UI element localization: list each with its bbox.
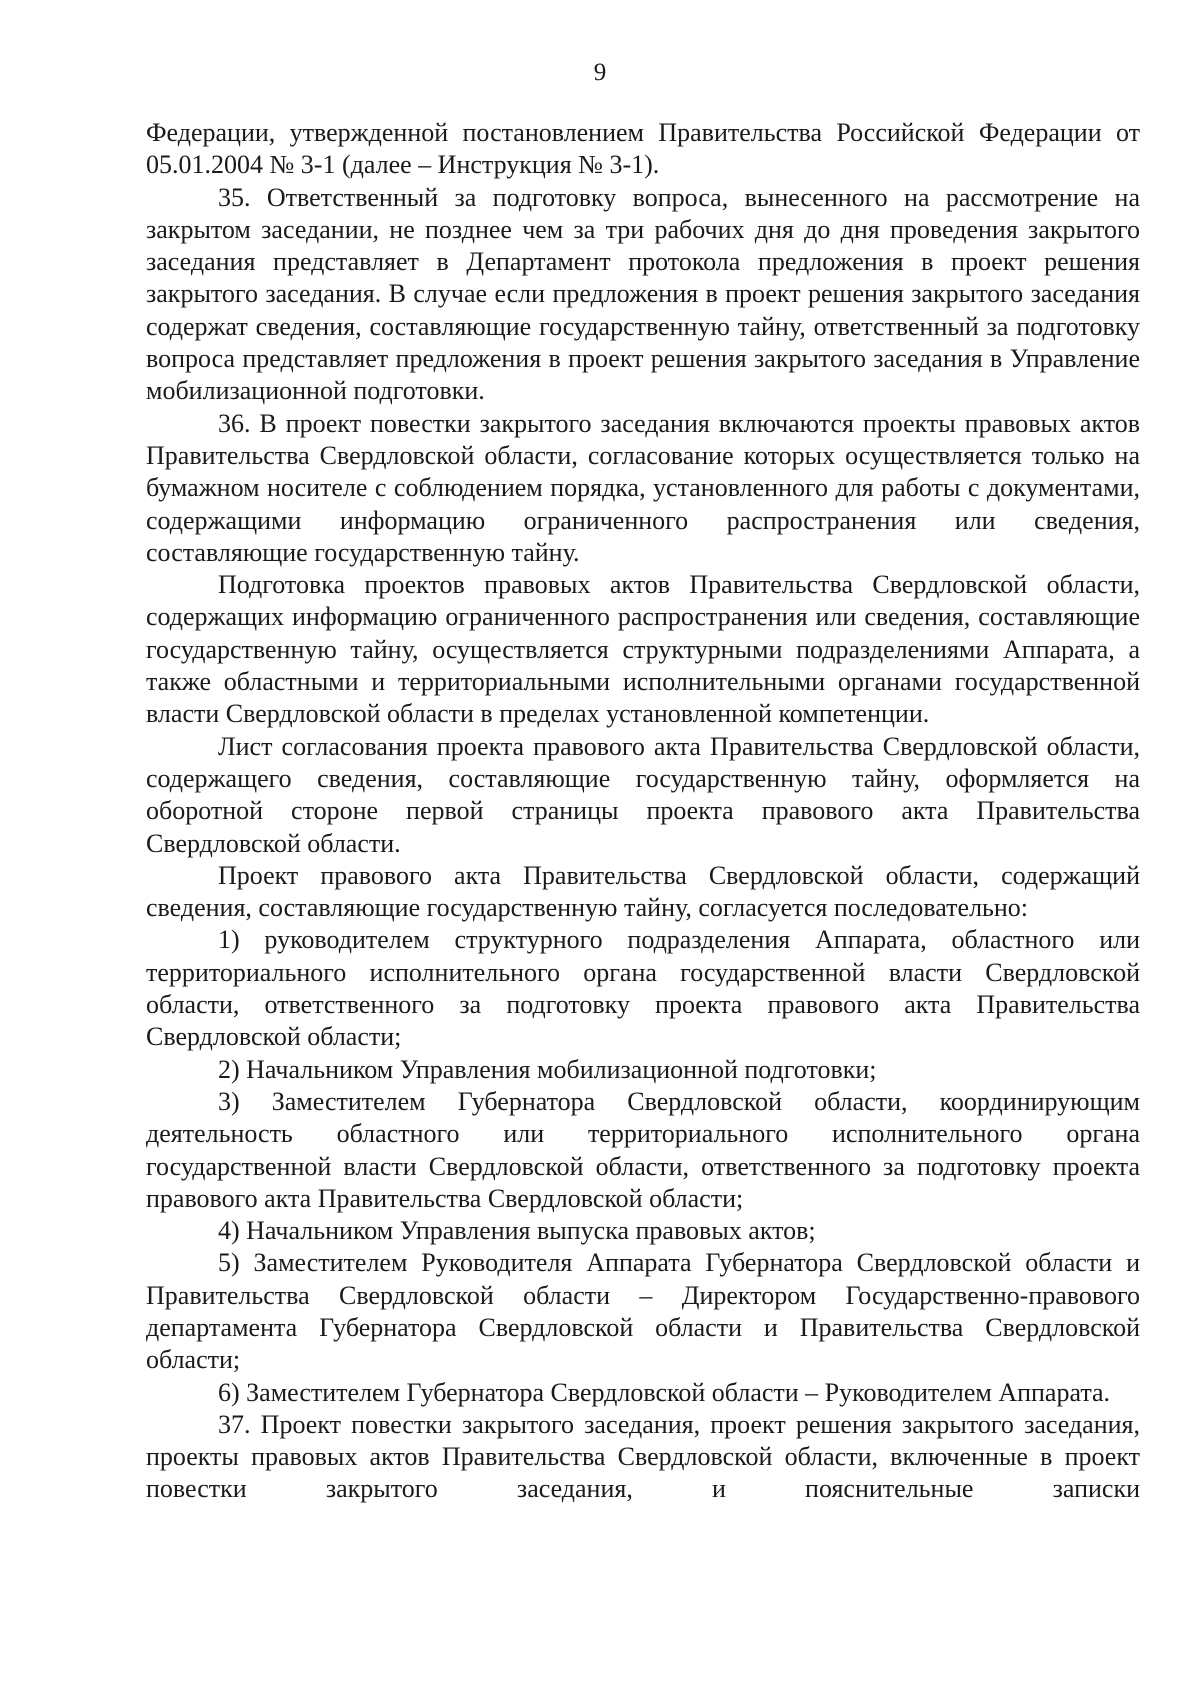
paragraph-clause-37: 37. Проект повестки закрытого заседания, проект решения закрытого заседания, проекты правовых актов Правительства Свердловской области, включенные в проект повестки закрытого заседания, и пояснительные записки [146, 1409, 1140, 1504]
paragraph-preparation: Подготовка проектов правовых актов Правительства Свердловской области, содержащих информацию ограниченного распространения или сведения, составляющие государственную тайну, осуществляется структурными подразделениями Аппарата, а также областными и территориальными исполнительными органами государственной власти Свердловской области в пределах установленной компетенции. [146, 570, 1140, 729]
paragraph-continuation: Федерации, утвержденной постановлением Правительства Российской Федерации от 05.01.2004 № 3-1 (далее – Инструкция № 3-1). [146, 118, 1140, 180]
list-item-6: 6) Заместителем Губернатора Свердловской области – Руководителем Аппарата. [218, 1377, 1111, 1407]
paragraph-clause-35: 35. Ответственный за подготовку вопроса, вынесенного на рассмотрение на закрытом заседании, не позднее чем за три рабочих дня до дня проведения закрытого заседания представляет в Департамент протокола предложения в проект решения закрытого заседания. В случае если предложения в проект решения закрытого заседания содержат сведения, составляющие государственную тайну, ответственный за подготовку вопроса представляет предложения в проект решения закрытого заседания в Управление мобилизационной подготовки. [146, 182, 1140, 406]
list-item-1: 1) руководителем структурного подразделения Аппарата, областного или территориального исполнительного органа государственной власти Свердловской области, ответственного за подготовку проекта правового акта Правительства Свердловской области; [146, 925, 1140, 1052]
paragraph-approval-sheet: Лист согласования проекта правового акта Правительства Свердловской области, содержащего сведения, составляющие государственную тайну, оформляется на оборотной стороне первой страницы проекта правового акта Правительства Свердловской области. [146, 731, 1140, 858]
list-item-2: 2) Начальником Управления мобилизационной подготовки; [218, 1054, 877, 1084]
document-body [146, 117, 1140, 1506]
list-item-5: 5) Заместителем Руководителя Аппарата Губернатора Свердловской области и Правительства Свердловской области – Директором Государственно-правового департамента Губернатора Свердловской области и Правительства Свердловской области; [146, 1248, 1140, 1375]
page-number: 9 [593, 59, 607, 86]
paragraph-clause-36: 36. В проект повестки закрытого заседания включаются проекты правовых актов Правительства Свердловской области, согласование которых осуществляется только на бумажном носителе с соблюдением порядка, установленного для работы с документами, содержащими информацию ограниченного распространения или сведения, составляющие государственную тайну. [146, 408, 1140, 567]
list-item-3: 3) Заместителем Губернатора Свердловской области, координирующим деятельность областного или территориального исполнительного органа государственной власти Свердловской области, ответственного за подготовку проекта правового акта Правительства Свердловской области; [146, 1086, 1140, 1213]
paragraph-approval-order: Проект правового акта Правительства Свердловской области, содержащий сведения, составляющие государственную тайну, согласуется последовательно: [146, 860, 1140, 923]
list-item-4: 4) Начальником Управления выпуска правовых актов; [218, 1216, 816, 1246]
